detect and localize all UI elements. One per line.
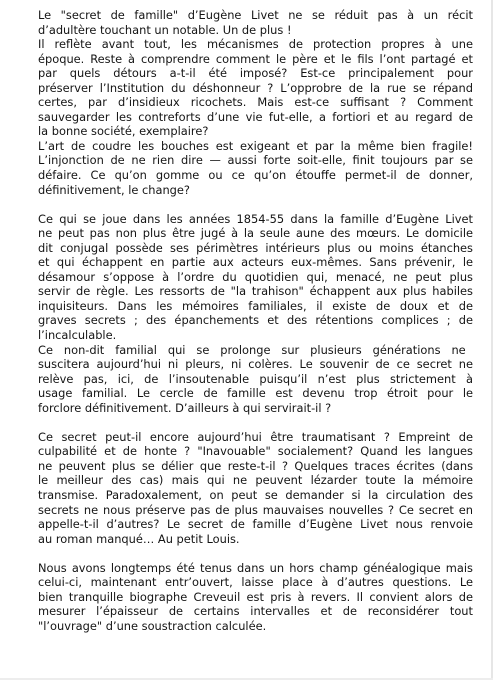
text-line: époque. Reste à comprendre comment le père et le fils l’ont partagé et <box>38 51 473 66</box>
text-line: suscitera aujourd’hui ni pleurs, ni colères. Le souvenir de ce secret ne <box>38 357 473 372</box>
paragraph-3 <box>38 430 473 546</box>
paragraph-gap <box>38 415 473 430</box>
text-line: et qui échappent en partie aux acteurs eux-mêmes. Sans prévenir, le <box>38 255 473 270</box>
paragraph-1 <box>38 8 473 197</box>
text-line: L’art de coudre les bouches est exigeant et par la même bien fragile! <box>38 138 473 153</box>
text-line: le meilleur des cas) mais qui ne peuvent lézarder toute la mémoire <box>38 473 473 488</box>
text-line: définitivement, le change? <box>38 182 190 197</box>
text-line: Nous avons longtemps été tenus dans un hors champ généalogique mais <box>38 560 473 575</box>
text-line: graves secrets ; des épanchements et des rétentions complices ; de <box>38 313 473 328</box>
text-line: transmise. Paradoxalement, on peut se demander si la circulation des <box>38 487 473 502</box>
text-line: désamour s’oppose à l’ordre du quotidien qui, menacé, ne peut plus <box>38 269 473 284</box>
text-line: certes, par d’insidieux ricochets. Mais est-ce suffisant ? Comment <box>38 95 473 110</box>
text-line: mesurer l’épaisseur de certains intervalles et de reconsidérer tout <box>38 604 473 619</box>
paragraph-4 <box>38 561 473 634</box>
text-line: forclore définitivement. D’ailleurs à qui servirait-il ? <box>38 400 332 415</box>
text-line: par quels détours a-t-il été imposé? Est-ce principalement pour <box>38 66 473 81</box>
text-line: sauvegarder les contreforts d’une vie fut-elle, a fortiori et au regard de <box>38 109 473 124</box>
text-line: l’incalculable. <box>38 327 117 342</box>
text-line: la bonne société, exemplaire? <box>38 124 209 139</box>
text-line: L’injonction de ne rien dire — aussi forte soit-elle, finit toujours par se <box>38 153 473 168</box>
text-line: servir de règle. Les ressorts de "la trahison" échappent aux plus habiles <box>38 284 473 299</box>
text-line: "l’ouvrage" d’une soustraction calculée. <box>38 618 267 633</box>
document-body <box>38 8 473 633</box>
text-line: secrets ne nous préserve pas de plus mauvaises nouvelles ? Ce secret en <box>38 502 473 517</box>
text-line: préserver l’Institution du déshonneur ? L’opprobre de la rue se répand <box>38 80 473 95</box>
text-line: usage familial. Le cercle de famille est devenu trop étroit pour le <box>38 386 473 401</box>
text-line: appelle-t-il d’autres? Le secret de famille d’Eugène Livet nous renvoie <box>38 517 473 532</box>
text-line: culpabilité et de honte ? "Inavouable" socialement? Quand les langues <box>38 444 473 459</box>
paragraph-gap <box>38 546 473 561</box>
text-line: bien tranquille biographe Creveuil est pris à revers. Il convient alors de <box>38 589 473 604</box>
text-line: Il reflète avant tout, les mécanismes de protection propres à une <box>38 37 473 52</box>
text-line: Le "secret de famille" d’Eugène Livet ne se réduit pas à un récit <box>38 8 473 22</box>
text-line: Ce qui se joue dans les années 1854-55 dans la famille d’Eugène Livet <box>38 211 473 226</box>
text-line: au roman manqué… Au petit Louis. <box>38 531 240 546</box>
text-line: Ce secret peut-il encore aujourd’hui être traumatisant ? Empreint de <box>38 429 473 444</box>
text-line: ne peuvent plus se délier que reste-t-il ? Quelques traces écrites (dans <box>38 458 473 473</box>
text-line: Ce non-dit familial qui se prolonge sur plusieurs générations ne <box>38 342 466 357</box>
text-line: inquisiteurs. Dans les mémoires familiales, il existe de doux et de <box>38 298 473 313</box>
text-line: défaire. Ce qu’on gomme ou ce qu’on étouffe permet-il de donner, <box>38 168 473 183</box>
text-line: dit conjugal possède ses périmètres intérieurs plus ou moins étanches <box>38 240 473 255</box>
text-line: ne peut pas non plus être jugé à la seule aune des mœurs. Le domicile <box>38 226 473 241</box>
text-line: celui-ci, maintenant entr’ouvert, laisse place à d’autres questions. Le <box>38 575 473 590</box>
text-line: relève pas, ici, de l’insoutenable puisqu’il n’est plus strictement à <box>38 371 473 386</box>
paragraph-gap <box>38 197 473 212</box>
text-line: d’adultère touchant un notable. Un de plus ! <box>38 22 292 37</box>
paragraph-2 <box>38 212 473 416</box>
